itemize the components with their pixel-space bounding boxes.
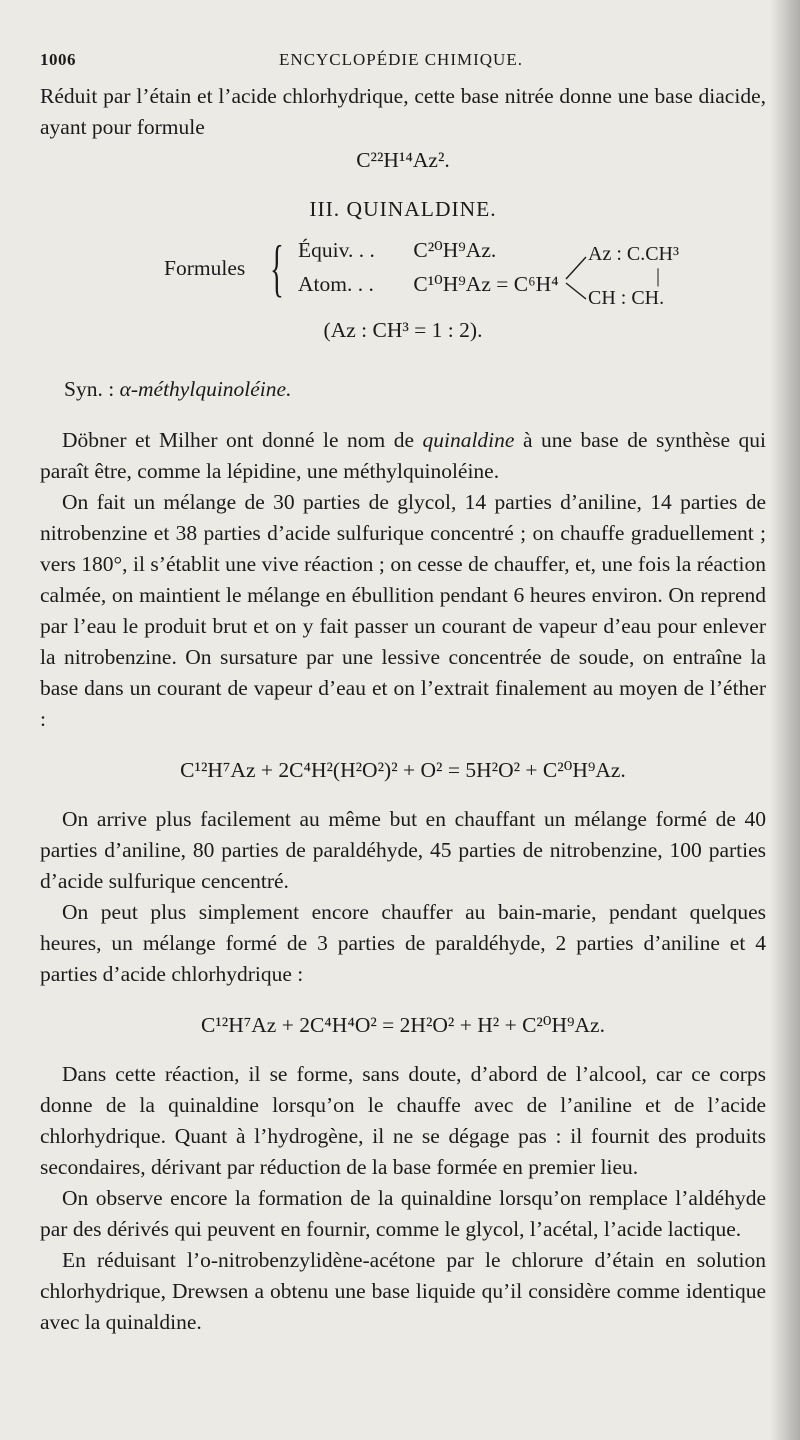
- intro-formula: C²²H¹⁴Az².: [356, 148, 450, 172]
- running-title: ENCYCLOPÉDIE CHIMIQUE.: [279, 50, 523, 69]
- reaction-2: C¹²H⁷Az + 2C⁴H⁴O² = 2H²O² + H² + C²⁰H⁹Az.: [201, 1013, 605, 1037]
- intro-paragraph: Réduit par l’étain et l’acide chlorhydrique, cette base nitrée donne une base diacide, ayant pour formule: [40, 84, 766, 139]
- brace-symbol: {: [270, 232, 284, 303]
- reaction-1: C¹²H⁷Az + 2C⁴H²(H²O²)² + O² = 5H²O² + C²⁰H⁹Az.: [180, 758, 626, 782]
- paragraph-5: Dans cette réaction, il se forme, sans doute, d’abord de l’alcool, car ce corps donne de la quinaldine lorsqu’on le chauffe avec de l’aniline et de l’acide chlorhydrique. Quant à l’hydrogène, il ne se dégage pas : il fournit des produits secondaires, dérivant par réduction de la base formée en premier lieu.: [40, 1062, 766, 1179]
- section-title: III. QUINALDINE.: [309, 197, 497, 221]
- paragraph-4: On peut plus simplement encore chauffer au bain-marie, pendant quelques heures, un mélange formé de 3 parties de paraldéhyde, 2 parties d’aniline et 4 parties d’acide chlorhydrique :: [40, 900, 766, 986]
- equiv-formula: C²⁰H⁹Az.: [413, 238, 497, 262]
- paragraph-1: [40, 425, 766, 487]
- ratio-line: (Az : CH³ = 1 : 2).: [323, 318, 483, 342]
- equiv-tag: Équiv. . .: [298, 238, 375, 262]
- synonym-label: Syn. :: [64, 377, 115, 401]
- atom-tag: Atom. . .: [298, 272, 374, 296]
- p1-emphasis: quinaldine: [422, 428, 515, 452]
- formules-label: Formules: [164, 256, 246, 280]
- running-header: [40, 44, 766, 75]
- p1-before: Döbner et Milher ont donné le nom de: [62, 428, 423, 452]
- struct-top: Az : C.CH³: [588, 243, 679, 265]
- synonym-line: [64, 374, 766, 405]
- synonym-value: α-méthylquinoléine.: [119, 377, 292, 401]
- atom-row: [298, 269, 559, 300]
- formules-block: [40, 232, 766, 309]
- paragraph-2: On fait un mélange de 30 parties de glycol, 14 parties d’aniline, 14 parties de nitrobenzine et 38 parties d’acide sulfurique concentré ; on chauffe graduellement ; vers 180°, il s’établit une vive réaction ; on cesse de chauffer, et, une fois la réaction calmée, on maintient le mélange en ébullition pendant 6 heures environ. On reprend par l’eau le produit brut et on y fait passer un courant de vapeur d’eau pour enlever la nitrobenzine. On sursature par une lessive concentrée de soude, on entraîne la base dans un courant de vapeur d’eau et on l’extrait finalement au moyen de l’éther :: [40, 490, 766, 731]
- bond-lines: [564, 251, 588, 301]
- paragraph-7: En réduisant l’o-nitrobenzylidène-acétone par le chlorure d’étain en solution chlorhydrique, Drewsen a obtenu une base liquide qu’il considère comme identique avec la quinaldine.: [40, 1248, 766, 1334]
- page-edge-shadow: [770, 0, 800, 1440]
- struct-bar: |: [656, 265, 661, 287]
- equiv-row: [298, 235, 496, 266]
- atom-formula: C¹⁰H⁹Az = C⁶H⁴: [413, 272, 559, 296]
- page-number: 1006: [40, 50, 76, 69]
- paragraph-3: On arrive plus facilement au même but en chauffant un mélange formé de 40 parties d’aniline, 80 parties de paraldéhyde, 45 parties de nitrobenzine, 100 parties d’acide sulfurique cencentré.: [40, 807, 766, 893]
- struct-bottom: CH : CH.: [588, 287, 665, 309]
- p1-after: à une base de synthèse qui paraît être, comme la lépidine, une méthylquinoléine.: [40, 428, 766, 483]
- paragraph-6: On observe encore la formation de la quinaldine lorsqu’on remplace l’aldéhyde par des dérivés qui peuvent en fournir, comme le glycol, l’acétal, l’acide lactique.: [40, 1186, 766, 1241]
